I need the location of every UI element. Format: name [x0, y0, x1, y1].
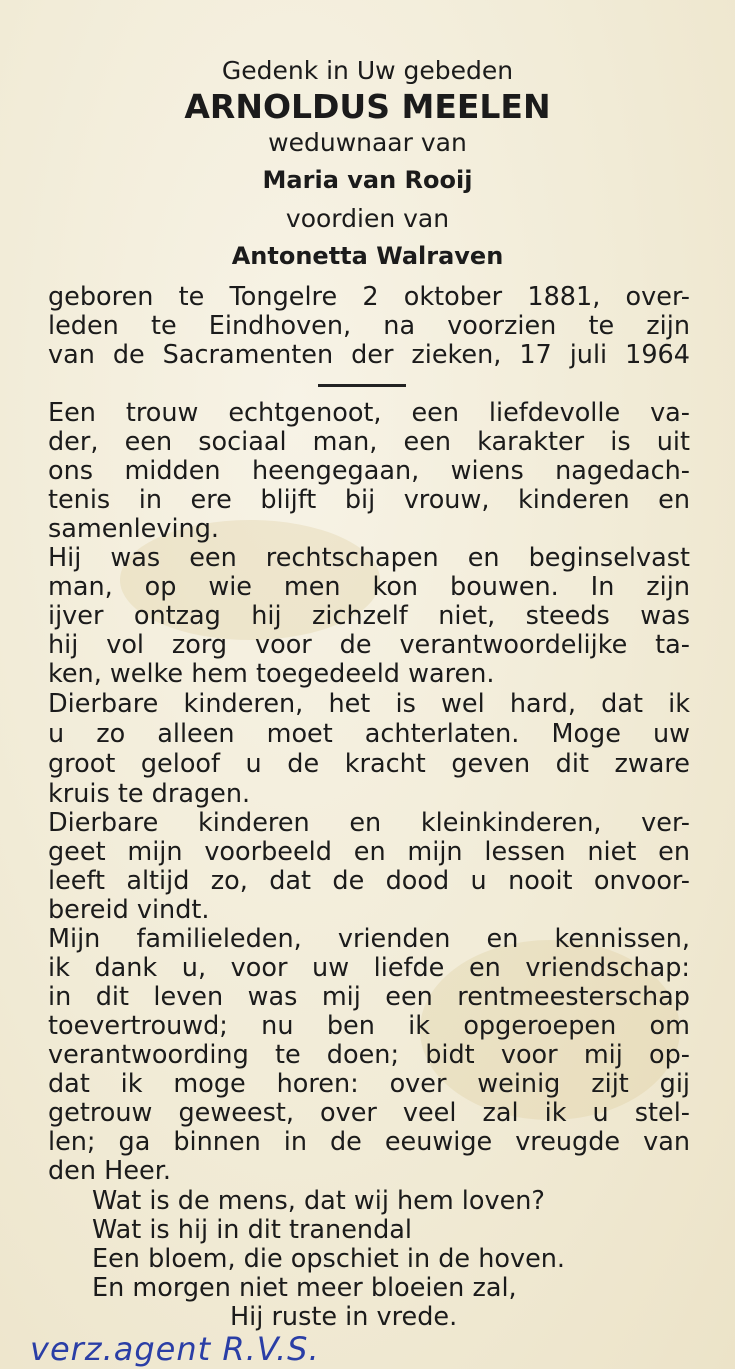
body-line: Hij was een rechtschapen en beginselvast [48, 543, 690, 573]
birth-death-line: leden te Eindhoven, na voorzien te zijn [48, 311, 690, 341]
body-line: groot geloof u de kracht geven dit zware [48, 749, 690, 779]
body-line: bereid vindt. [48, 895, 210, 925]
intro-text: Gedenk in Uw gebeden [221, 56, 514, 85]
birth-death-line: geboren te Tongelre 2 oktober 1881, over- [48, 282, 690, 312]
body-line: tenis in ere blijft bij vrouw, kinderen en [48, 485, 690, 515]
body-line: ons midden heengegaan, wiens nagedach- [48, 456, 690, 486]
body-line: ken, welke hem toegedeeld waren. [48, 659, 495, 689]
body-line: ijver ontzag hij zichzelf niet, steeds was [48, 601, 690, 631]
spouse-name-2: Antonetta Walraven [231, 242, 504, 270]
previously-text: voordien van [285, 204, 450, 233]
poem-line: Wat is hij in dit tranendal [92, 1215, 412, 1245]
body-line: den Heer. [48, 1156, 171, 1186]
widower-text: weduwnaar van [268, 128, 467, 157]
body-line: leeft altijd zo, dat de dood u nooit onvoor- [48, 866, 690, 896]
body-line: der, een sociaal man, een karakter is uit [48, 427, 690, 457]
body-line: u zo alleen moet achterlaten. Moge uw [48, 719, 690, 749]
body-line: Een trouw echtgenoot, een liefdevolle va- [48, 398, 690, 428]
poem-line: Een bloem, die opschiet in de hoven. [92, 1244, 566, 1274]
closing-text: Hij ruste in vrede. [230, 1302, 458, 1332]
body-line: verantwoording te doen; bidt voor mij op- [48, 1040, 690, 1070]
body-line: Mijn familieleden, vrienden en kennissen, [48, 924, 690, 954]
separator-rule [318, 384, 406, 387]
deceased-name: ARNOLDUS MEELEN [184, 87, 551, 126]
poem-line: Wat is de mens, dat wij hem loven? [92, 1186, 545, 1216]
body-line: Dierbare kinderen en kleinkinderen, ver- [48, 808, 690, 838]
body-line: len; ga binnen in de eeuwige vreugde van [48, 1127, 690, 1157]
body-line: toevertrouwd; nu ben ik opgeroepen om [48, 1011, 690, 1041]
birth-death-line: van de Sacramenten der zieken, 17 juli 1964 [48, 340, 690, 370]
body-line: kruis te dragen. [48, 779, 251, 809]
body-line: getrouw geweest, over veel zal ik u stel- [48, 1098, 690, 1128]
body-line: man, op wie men kon bouwen. In zijn [48, 572, 690, 602]
body-line: in dit leven was mij een rentmeesterschap [48, 982, 690, 1012]
body-line: samenleving. [48, 514, 220, 544]
spouse-name-1: Maria van Rooij [262, 166, 473, 194]
body-line: Dierbare kinderen, het is wel hard, dat ik [48, 689, 690, 719]
body-line: dat ik moge horen: over weinig zijt gij [48, 1069, 690, 1099]
poem-line: En morgen niet meer bloeien zal, [92, 1273, 517, 1303]
body-line: geet mijn voorbeeld en mijn lessen niet en [48, 837, 690, 867]
handwritten-note: verz.agent R.V.S. [30, 1330, 320, 1368]
body-line: ik dank u, voor uw liefde en vriendschap: [48, 953, 690, 983]
body-line: hij vol zorg voor de verantwoordelijke ta- [48, 630, 690, 660]
